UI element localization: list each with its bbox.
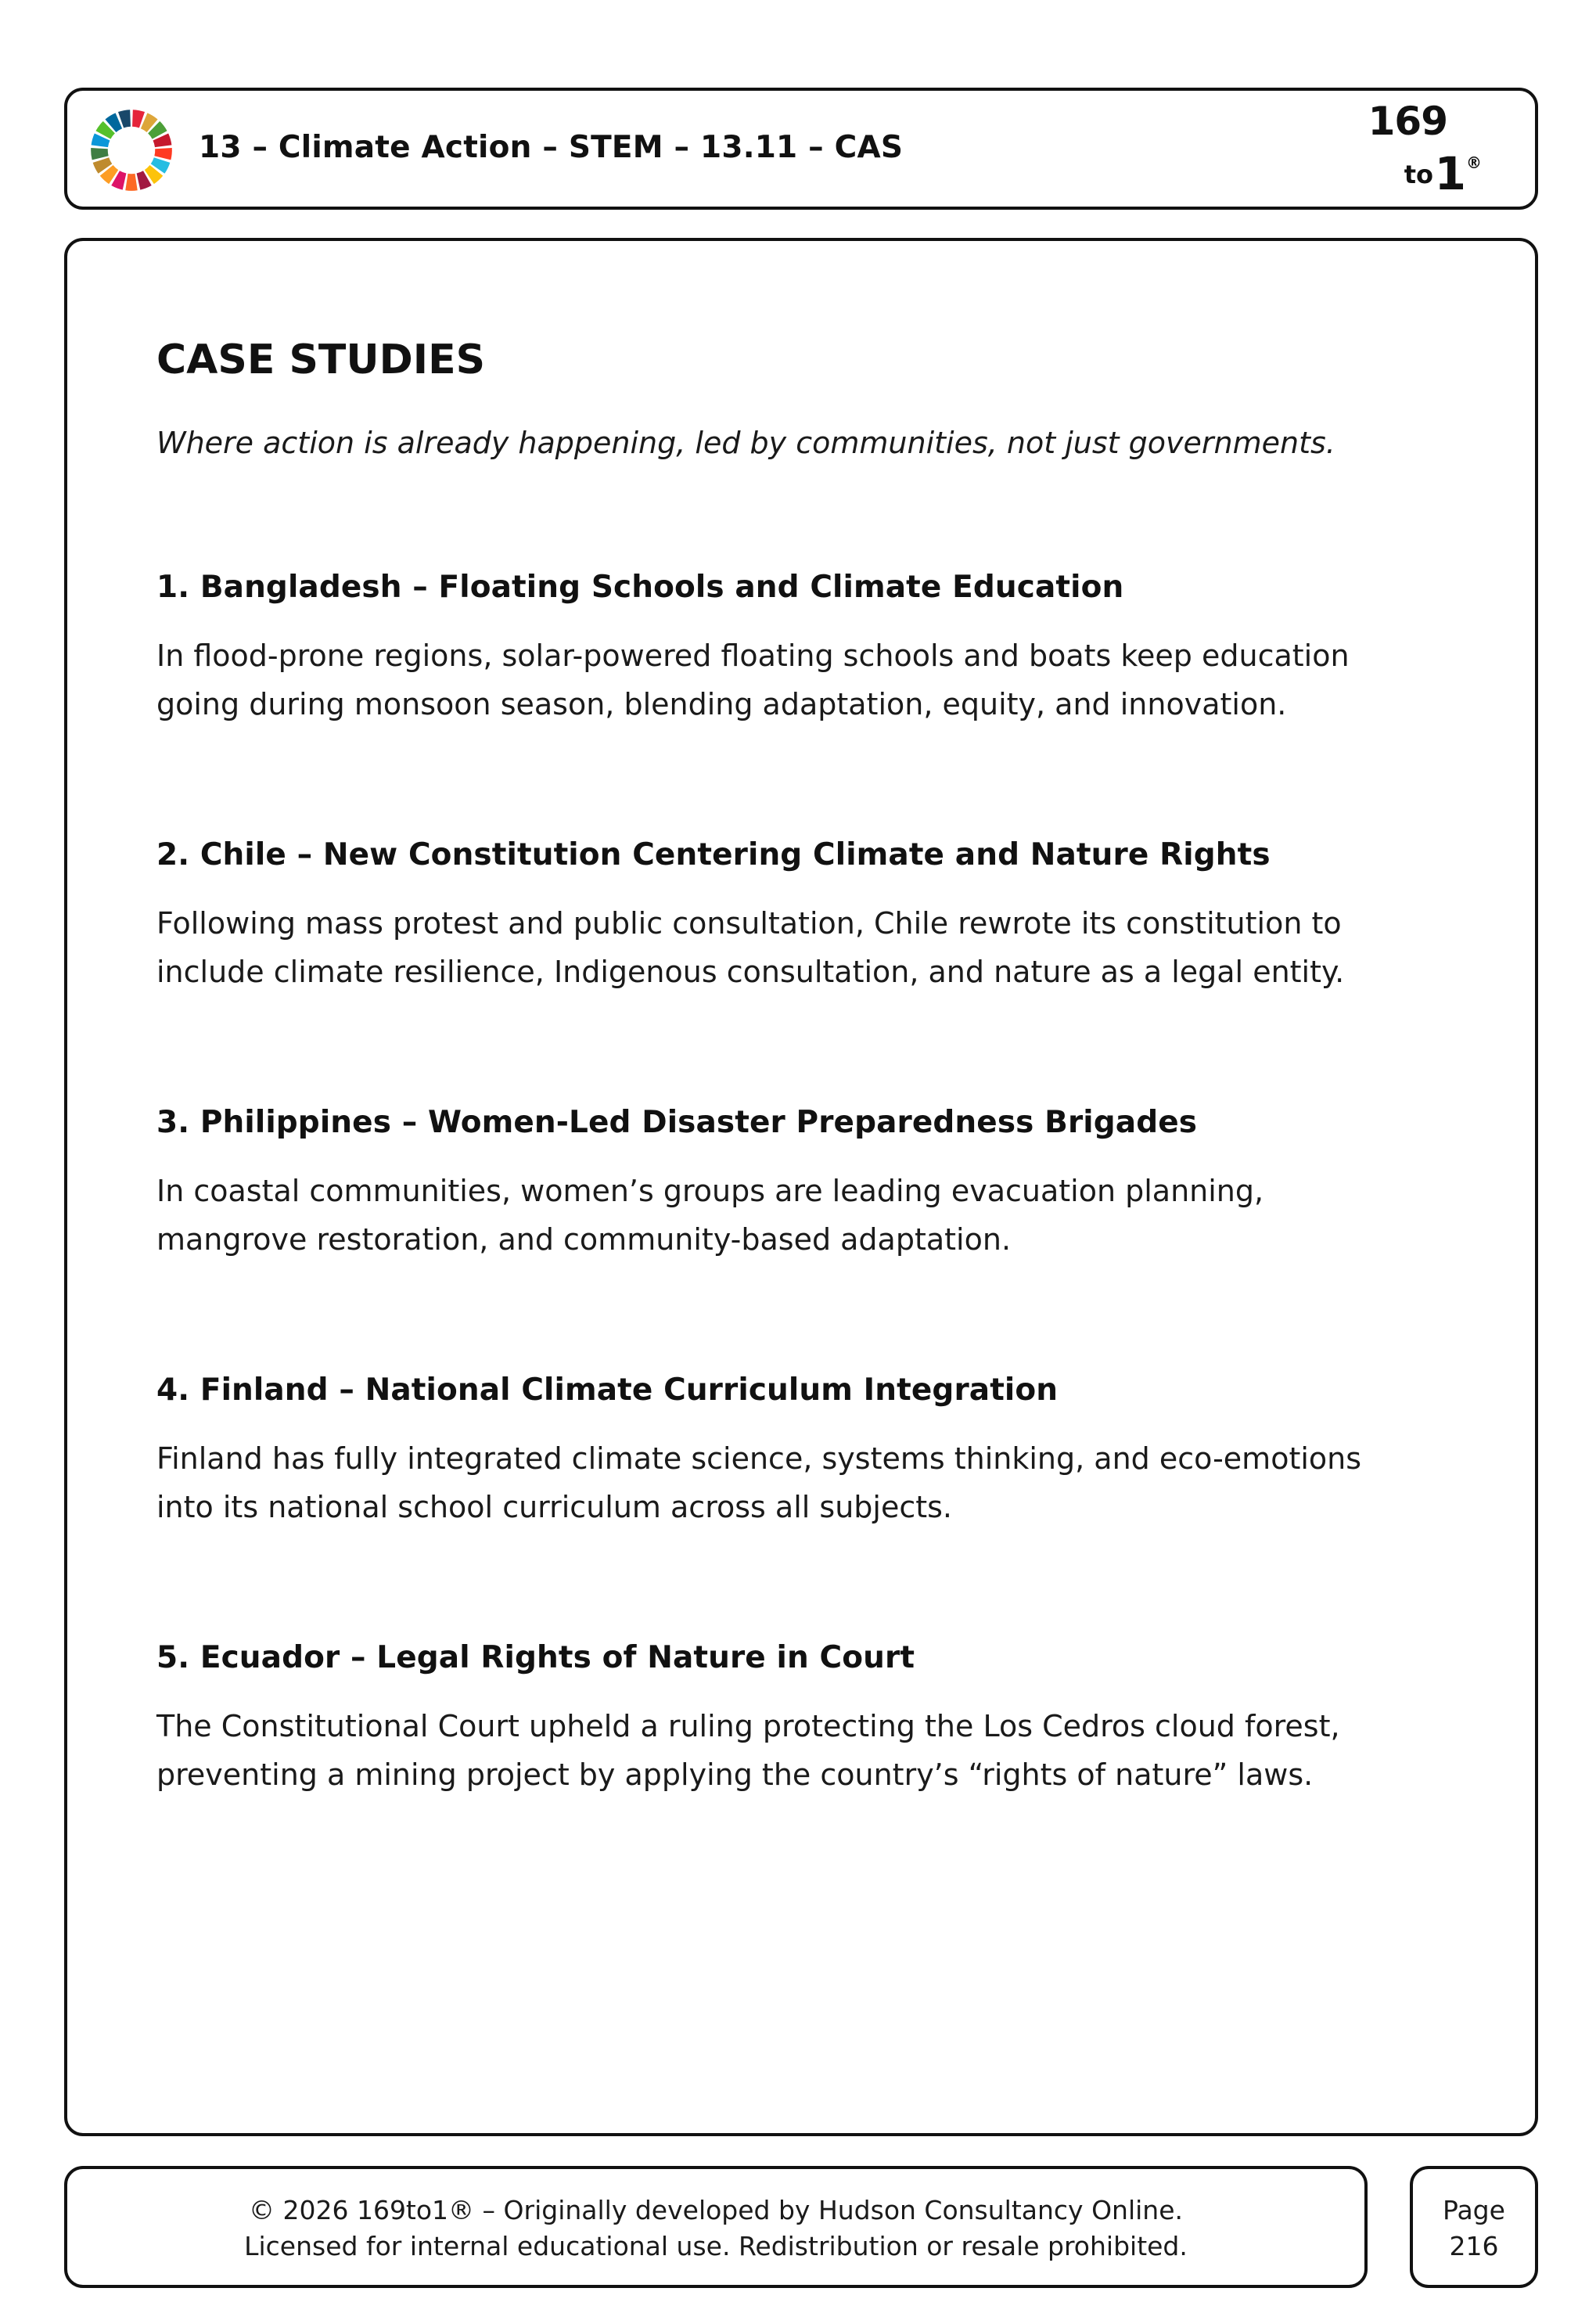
case-description-line: Finland has fully integrated climate science, systems thinking, and eco-emotions bbox=[156, 1441, 1362, 1476]
header-bar bbox=[64, 88, 1538, 210]
case-heading: 1. Bangladesh – Floating Schools and Climate Education bbox=[156, 570, 1124, 605]
sdg-wheel-segment bbox=[125, 174, 137, 191]
logo-one: 1 bbox=[1434, 147, 1466, 200]
case-study-item bbox=[156, 1105, 1440, 1264]
case-description-line: In flood-prone regions, solar-powered floating schools and boats keep education bbox=[156, 639, 1350, 673]
page-number-box bbox=[1410, 2166, 1538, 2288]
case-description-line: mangrove restoration, and community-based adaptation. bbox=[156, 1222, 1012, 1257]
case-description bbox=[156, 899, 1440, 996]
case-description-line: In coastal communities, women’s groups are leading evacuation planning, bbox=[156, 1174, 1264, 1208]
page-number: 216 bbox=[1449, 2231, 1499, 2261]
case-heading: 3. Philippines – Women-Led Disaster Preparedness Brigades bbox=[156, 1105, 1198, 1140]
case-description-line: The Constitutional Court upheld a ruling protecting the Los Cedros cloud forest, bbox=[156, 1709, 1340, 1743]
case-description-line: Following mass protest and public consultation, Chile rewrote its constitution to bbox=[156, 906, 1342, 941]
case-heading: 5. Ecuador – Legal Rights of Nature in Court bbox=[156, 1640, 915, 1675]
header-title: 13 – Climate Action – STEM – 13.11 – CAS bbox=[199, 130, 904, 165]
case-description bbox=[156, 631, 1440, 728]
license-text: Licensed for internal educational use. Redistribution or resale prohibited. bbox=[244, 2231, 1188, 2261]
case-description bbox=[156, 1434, 1440, 1531]
copyright-text: © 2026 169to1® – Originally developed by Hudson Consultancy Online. bbox=[248, 2195, 1184, 2225]
sdg-wheel-segment bbox=[154, 148, 171, 160]
case-description-line: include climate resilience, Indigenous consultation, and nature as a legal entity. bbox=[156, 955, 1345, 989]
page-subtitle: Where action is already happening, led by communities, not just governments. bbox=[156, 426, 1335, 460]
sdg-wheel-icon bbox=[89, 108, 174, 192]
case-description-line: preventing a mining project by applying the country’s “rights of nature” laws. bbox=[156, 1757, 1314, 1792]
page-title: CASE STUDIES bbox=[156, 336, 486, 383]
case-description-line: into its national school curriculum across all subjects. bbox=[156, 1490, 953, 1524]
case-study-item bbox=[156, 1640, 1440, 1799]
case-description bbox=[156, 1167, 1440, 1264]
main-panel bbox=[64, 238, 1538, 2136]
case-study-item bbox=[156, 837, 1440, 996]
sdg-wheel-segment bbox=[91, 148, 108, 160]
case-heading: 4. Finland – National Climate Curriculum Integration bbox=[156, 1372, 1059, 1408]
logo-number: 169 bbox=[1368, 99, 1447, 144]
case-study-item bbox=[156, 1372, 1440, 1531]
case-description-line: going during monsoon season, blending adaptation, equity, and innovation. bbox=[156, 687, 1287, 721]
case-heading: 2. Chile – New Constitution Centering Climate and Nature Rights bbox=[156, 837, 1271, 872]
case-description bbox=[156, 1702, 1440, 1799]
footer-bar bbox=[64, 2166, 1368, 2288]
case-study-item bbox=[156, 570, 1440, 728]
page-label: Page bbox=[1443, 2195, 1505, 2225]
logo-to: to bbox=[1404, 160, 1433, 189]
logo-registered: ® bbox=[1466, 153, 1482, 172]
